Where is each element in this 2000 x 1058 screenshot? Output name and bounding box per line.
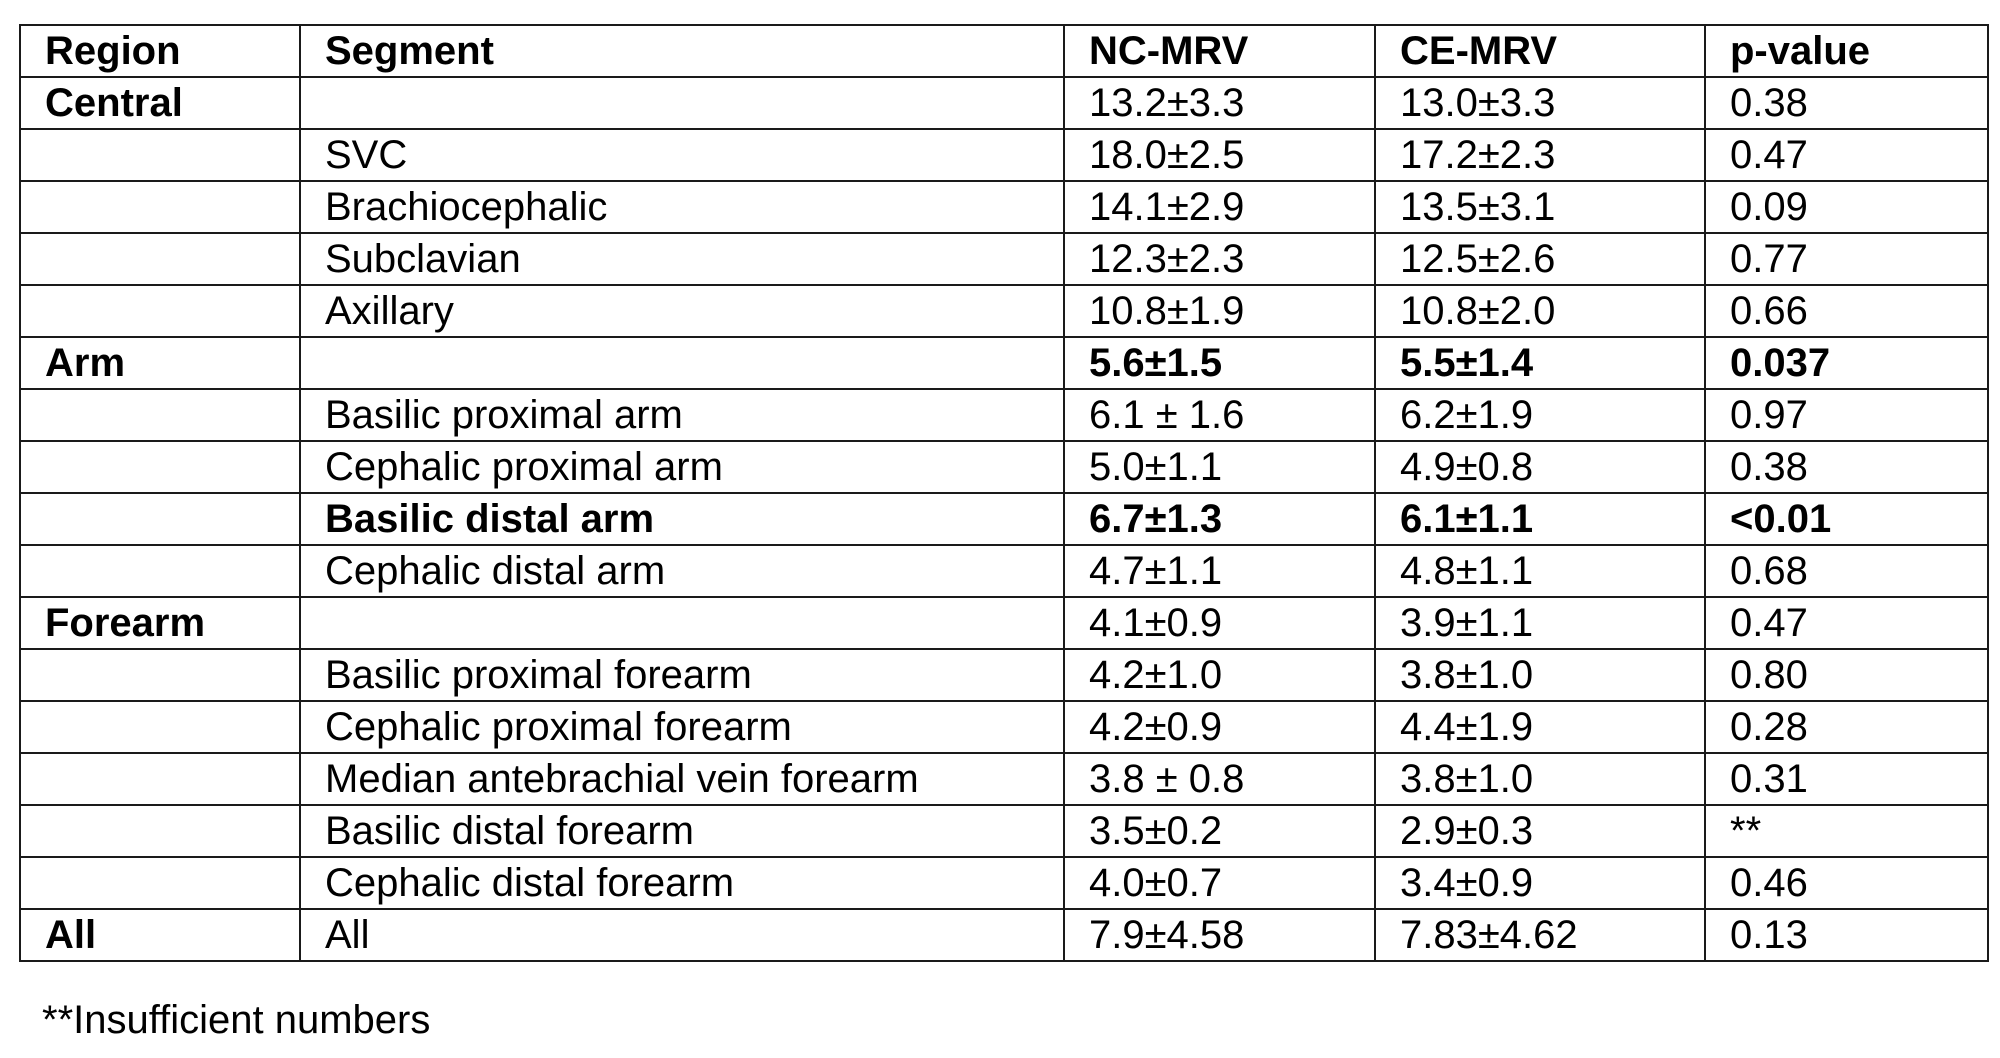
cell-segment: All (300, 909, 1064, 961)
cell-nc-mrv: 12.3±2.3 (1064, 233, 1375, 285)
cell-segment: Basilic distal forearm (300, 805, 1064, 857)
table-footnote: **Insufficient numbers (42, 998, 431, 1042)
cell-ce-mrv: 3.8±1.0 (1375, 753, 1705, 805)
cell-segment: Cephalic distal arm (300, 545, 1064, 597)
cell-region: Central (20, 77, 300, 129)
cell-region (20, 857, 300, 909)
cell-region: All (20, 909, 300, 961)
cell-region (20, 493, 300, 545)
table-row (20, 909, 1988, 961)
cell-p-value: 0.47 (1705, 129, 1988, 181)
cell-p-value: 0.037 (1705, 337, 1988, 389)
cell-ce-mrv: 6.1±1.1 (1375, 493, 1705, 545)
cell-ce-mrv: 10.8±2.0 (1375, 285, 1705, 337)
cell-nc-mrv: 4.0±0.7 (1064, 857, 1375, 909)
cell-region: Forearm (20, 597, 300, 649)
table-row (20, 181, 1988, 233)
cell-ce-mrv: 3.9±1.1 (1375, 597, 1705, 649)
vein-diameter-table (19, 24, 1989, 962)
cell-segment: Basilic proximal arm (300, 389, 1064, 441)
cell-nc-mrv: 5.0±1.1 (1064, 441, 1375, 493)
cell-segment: Cephalic proximal arm (300, 441, 1064, 493)
table-row (20, 285, 1988, 337)
cell-segment: Cephalic proximal forearm (300, 701, 1064, 753)
cell-nc-mrv: 4.2±0.9 (1064, 701, 1375, 753)
cell-region (20, 805, 300, 857)
cell-region (20, 389, 300, 441)
cell-p-value: ** (1705, 805, 1988, 857)
header-segment: Segment (300, 25, 1064, 77)
cell-nc-mrv: 4.7±1.1 (1064, 545, 1375, 597)
cell-p-value: 0.46 (1705, 857, 1988, 909)
cell-p-value: 0.09 (1705, 181, 1988, 233)
cell-nc-mrv: 7.9±4.58 (1064, 909, 1375, 961)
cell-segment (300, 77, 1064, 129)
header-region: Region (20, 25, 300, 77)
cell-p-value: 0.66 (1705, 285, 1988, 337)
table-row (20, 441, 1988, 493)
cell-segment: Basilic distal arm (300, 493, 1064, 545)
cell-p-value: 0.38 (1705, 77, 1988, 129)
table-row (20, 77, 1988, 129)
table-row (20, 493, 1988, 545)
table-header-row (20, 25, 1988, 77)
cell-p-value: 0.13 (1705, 909, 1988, 961)
table-row (20, 857, 1988, 909)
cell-p-value: 0.31 (1705, 753, 1988, 805)
cell-segment: Brachiocephalic (300, 181, 1064, 233)
header-ce-mrv: CE-MRV (1375, 25, 1705, 77)
cell-nc-mrv: 4.1±0.9 (1064, 597, 1375, 649)
header-nc-mrv: NC-MRV (1064, 25, 1375, 77)
cell-nc-mrv: 14.1±2.9 (1064, 181, 1375, 233)
cell-region (20, 441, 300, 493)
cell-ce-mrv: 3.8±1.0 (1375, 649, 1705, 701)
table-row (20, 233, 1988, 285)
cell-nc-mrv: 3.5±0.2 (1064, 805, 1375, 857)
cell-ce-mrv: 2.9±0.3 (1375, 805, 1705, 857)
cell-p-value: 0.97 (1705, 389, 1988, 441)
table-row (20, 129, 1988, 181)
cell-p-value: 0.68 (1705, 545, 1988, 597)
cell-segment: Axillary (300, 285, 1064, 337)
cell-region (20, 649, 300, 701)
cell-segment (300, 337, 1064, 389)
cell-segment: Basilic proximal forearm (300, 649, 1064, 701)
cell-nc-mrv: 6.7±1.3 (1064, 493, 1375, 545)
cell-ce-mrv: 7.83±4.62 (1375, 909, 1705, 961)
table-row (20, 389, 1988, 441)
cell-ce-mrv: 4.9±0.8 (1375, 441, 1705, 493)
cell-ce-mrv: 17.2±2.3 (1375, 129, 1705, 181)
cell-nc-mrv: 10.8±1.9 (1064, 285, 1375, 337)
cell-ce-mrv: 5.5±1.4 (1375, 337, 1705, 389)
table-row (20, 805, 1988, 857)
table-row (20, 701, 1988, 753)
cell-nc-mrv: 13.2±3.3 (1064, 77, 1375, 129)
cell-ce-mrv: 13.5±3.1 (1375, 181, 1705, 233)
cell-p-value: <0.01 (1705, 493, 1988, 545)
cell-nc-mrv: 3.8 ± 0.8 (1064, 753, 1375, 805)
cell-region (20, 181, 300, 233)
cell-segment: SVC (300, 129, 1064, 181)
table-row (20, 337, 1988, 389)
cell-p-value: 0.38 (1705, 441, 1988, 493)
cell-ce-mrv: 3.4±0.9 (1375, 857, 1705, 909)
cell-ce-mrv: 13.0±3.3 (1375, 77, 1705, 129)
table-row (20, 649, 1988, 701)
table-row (20, 597, 1988, 649)
results-table-container (19, 24, 1989, 962)
cell-ce-mrv: 4.8±1.1 (1375, 545, 1705, 597)
cell-nc-mrv: 5.6±1.5 (1064, 337, 1375, 389)
cell-region (20, 753, 300, 805)
cell-p-value: 0.80 (1705, 649, 1988, 701)
cell-p-value: 0.77 (1705, 233, 1988, 285)
cell-segment: Subclavian (300, 233, 1064, 285)
header-p-value: p-value (1705, 25, 1988, 77)
cell-region (20, 545, 300, 597)
cell-region: Arm (20, 337, 300, 389)
table-row (20, 753, 1988, 805)
cell-nc-mrv: 6.1 ± 1.6 (1064, 389, 1375, 441)
table-row (20, 545, 1988, 597)
cell-region (20, 129, 300, 181)
cell-p-value: 0.47 (1705, 597, 1988, 649)
cell-ce-mrv: 6.2±1.9 (1375, 389, 1705, 441)
cell-ce-mrv: 12.5±2.6 (1375, 233, 1705, 285)
cell-region (20, 285, 300, 337)
cell-segment: Median antebrachial vein forearm (300, 753, 1064, 805)
cell-region (20, 233, 300, 285)
cell-segment (300, 597, 1064, 649)
cell-region (20, 701, 300, 753)
cell-ce-mrv: 4.4±1.9 (1375, 701, 1705, 753)
cell-nc-mrv: 4.2±1.0 (1064, 649, 1375, 701)
cell-nc-mrv: 18.0±2.5 (1064, 129, 1375, 181)
cell-p-value: 0.28 (1705, 701, 1988, 753)
cell-segment: Cephalic distal forearm (300, 857, 1064, 909)
